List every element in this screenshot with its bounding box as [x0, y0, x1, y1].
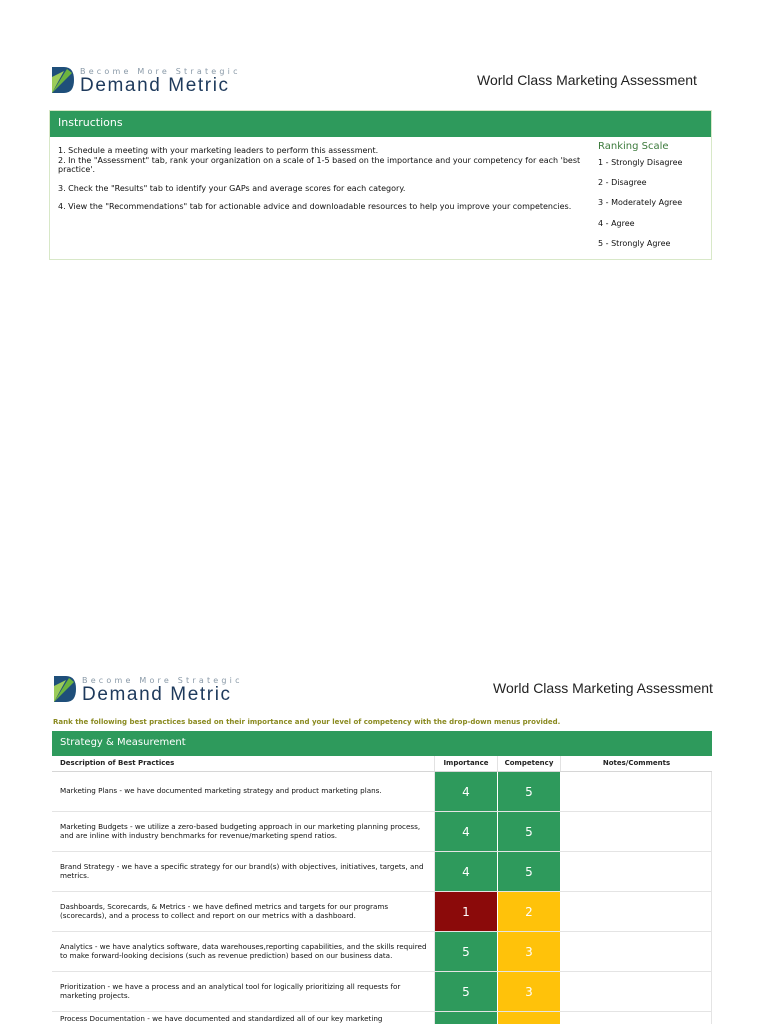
column-header-competency: Competency — [498, 756, 561, 771]
assessment-table — [52, 772, 712, 1024]
competency-select[interactable]: 5 — [498, 852, 561, 891]
notes-cell[interactable] — [561, 972, 712, 1011]
ranking-scale-title: Ranking Scale — [598, 141, 669, 152]
instruction-step: 4. View the "Recommendations" tab for actionable advice and downloadable resources to help you improve your competencies. — [58, 202, 572, 211]
instruction-step: 3. Check the "Results" tab to identify your GAPs and average scores for each category. — [58, 183, 406, 193]
practice-description: Marketing Plans - we have documented marketing strategy and product marketing plans. — [52, 772, 435, 811]
page-title: World Class Marketing Assessment — [493, 680, 713, 696]
importance-select[interactable]: 4 — [435, 812, 498, 851]
instruction-step: 2. In the "Assessment" tab, rank your organization on a scale of 1-5 based on the importance and your competency for each 'best practice'. — [58, 155, 581, 174]
notes-cell[interactable] — [561, 772, 712, 811]
brand-logo — [52, 67, 241, 96]
practice-description: Marketing Budgets - we utilize a zero-based budgeting approach in our marketing planning process, and are inline with industry benchmarks for revenue/marketing spend ratios. — [52, 812, 435, 851]
competency-select[interactable]: 3 — [498, 972, 561, 1011]
ranking-scale-item: 1 - Strongly Disagree — [598, 158, 683, 167]
competency-select[interactable]: 2 — [498, 892, 561, 931]
notes-cell[interactable] — [561, 852, 712, 891]
importance-select[interactable]: 1 — [435, 892, 498, 931]
table-row — [52, 812, 712, 852]
notes-cell[interactable] — [561, 892, 712, 931]
practice-description: Prioritization - we have a process and an analytical tool for logically prioritizing all requests for marketing projects. — [52, 972, 435, 1011]
column-header-importance: Importance — [435, 756, 498, 771]
ranking-scale-item: 5 - Strongly Agree — [598, 238, 671, 248]
practice-description: Dashboards, Scorecards, & Metrics - we have defined metrics and targets for our programs (scorecards), and a process to collect and report on our metrics with a dashboard. — [52, 892, 435, 931]
table-row — [52, 892, 712, 932]
notes-cell[interactable] — [561, 1012, 712, 1024]
demand-metric-logo-icon — [54, 676, 76, 702]
notes-cell[interactable] — [561, 812, 712, 851]
importance-select[interactable] — [435, 1012, 498, 1024]
column-header-notes: Notes/Comments — [602, 759, 671, 767]
table-row — [52, 852, 712, 892]
notes-cell[interactable] — [561, 932, 712, 971]
instructions-heading: Instructions — [50, 111, 711, 137]
table-header — [52, 756, 712, 772]
ranking-note: Rank the following best practices based on their importance and your level of competency with the drop-down menus provided. — [53, 718, 561, 726]
brand-tagline: Become More Strategic — [82, 676, 243, 685]
importance-select[interactable]: 4 — [435, 772, 498, 811]
competency-select[interactable] — [498, 1012, 561, 1024]
competency-select[interactable]: 3 — [498, 932, 561, 971]
column-header-description: Description of Best Practices — [52, 756, 435, 771]
ranking-scale — [598, 141, 710, 259]
table-row — [52, 972, 712, 1012]
practice-description: Analytics - we have analytics software, data warehouses,reporting capabilities, and the skills required to make forward-looking decisions (such as revenue prediction) based on our business data. — [52, 932, 435, 971]
competency-select[interactable]: 5 — [498, 772, 561, 811]
page-title: World Class Marketing Assessment — [477, 72, 697, 88]
table-row — [52, 1012, 712, 1024]
ranking-scale-item: 4 - Agree — [598, 218, 635, 228]
importance-select[interactable]: 5 — [435, 972, 498, 1011]
brand-tagline: Become More Strategic — [80, 67, 241, 76]
table-row — [52, 932, 712, 972]
ranking-scale-item: 3 - Moderately Agree — [598, 198, 683, 208]
practice-description: Brand Strategy - we have a specific strategy for our brand(s) with objectives, initiatives, targets, and metrics. — [52, 852, 435, 891]
brand-logo — [54, 676, 243, 705]
practice-description: Process Documentation - we have documented and standardized all of our key marketing — [52, 1012, 435, 1024]
instructions-steps — [58, 146, 594, 212]
competency-select[interactable]: 5 — [498, 812, 561, 851]
instruction-step: 1. Schedule a meeting with your marketing leaders to perform this assessment. — [58, 146, 379, 155]
section-heading: Strategy & Measurement — [52, 731, 712, 756]
table-row — [52, 772, 712, 812]
ranking-scale-item: 2 - Disagree — [598, 178, 647, 188]
instructions-panel — [49, 110, 712, 260]
brand-name: Demand Metric — [80, 75, 230, 96]
importance-select[interactable]: 4 — [435, 852, 498, 891]
brand-name: Demand Metric — [82, 684, 232, 705]
importance-select[interactable]: 5 — [435, 932, 498, 971]
demand-metric-logo-icon — [52, 67, 74, 93]
